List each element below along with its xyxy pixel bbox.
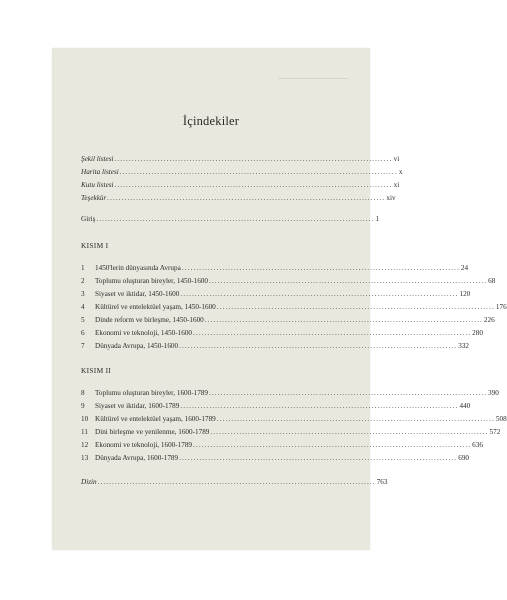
chapter-number: 11 — [81, 428, 88, 436]
toc-chapter — [81, 389, 499, 398]
chapter-number: 9 — [81, 402, 85, 410]
chapter-page: 690 — [458, 454, 469, 462]
dot-leader: ................................................................................................ — [179, 454, 458, 462]
bleed-through-line — [278, 78, 348, 79]
chapter-page: 572 — [489, 428, 501, 436]
entry-label: Harita listesi — [81, 168, 119, 176]
toc-chapter — [81, 264, 469, 273]
toc-entry-introduction — [81, 215, 380, 224]
dot-leader: ................................................................................................ — [193, 329, 472, 337]
chapter-title: Siyaset ve iktidar, 1450-1600 — [95, 290, 180, 298]
toc-chapter — [81, 428, 501, 437]
dot-leader: ................................................................................................ — [216, 415, 495, 423]
chapter-number: 7 — [81, 342, 85, 350]
entry-page: 1 — [375, 215, 380, 223]
chapter-page: 508 — [495, 415, 507, 423]
toc-chapter — [81, 441, 483, 450]
dot-leader: ................................................................................................ — [96, 215, 375, 223]
part-heading: KISIM I — [81, 241, 109, 250]
entry-page: 763 — [376, 478, 388, 486]
dot-leader: ................................................................................................ — [114, 181, 393, 189]
chapter-page: 332 — [458, 342, 469, 350]
chapter-number: 8 — [81, 389, 85, 397]
entry-page: xi — [393, 181, 400, 189]
dot-leader: ................................................................................................ — [114, 155, 393, 163]
toc-chapter — [81, 454, 469, 463]
chapter-title: Toplumu oluşturan bireyler, 1600-1789 — [95, 389, 208, 397]
entry-page: x — [398, 168, 403, 176]
toc-entry-figures — [81, 155, 400, 164]
chapter-page: 226 — [483, 316, 495, 324]
dot-leader: ................................................................................................ — [97, 478, 376, 486]
toc-entry-acknowledgements — [81, 194, 396, 203]
chapter-page: 280 — [472, 329, 483, 337]
dot-leader: ................................................................................................ — [180, 402, 459, 410]
chapter-title: Siyaset ve iktidar, 1600-1789 — [95, 402, 180, 410]
toc-chapter — [81, 415, 507, 424]
chapter-number: 1 — [81, 264, 85, 272]
dot-leader: ................................................................................................ — [193, 441, 472, 449]
dot-leader: ................................................................................................ — [210, 428, 489, 436]
chapter-page: 68 — [488, 277, 496, 285]
toc-chapter — [81, 342, 469, 351]
chapter-title: Dünyada Avrupa, 1600-1789 — [95, 454, 179, 462]
chapter-number: 5 — [81, 316, 85, 324]
part-heading: KISIM II — [81, 366, 112, 375]
toc-chapter — [81, 316, 495, 325]
toc-chapter — [81, 402, 471, 411]
chapter-number: 3 — [81, 290, 85, 298]
chapter-title: Kültürel ve entelektüel yaşam, 1600-1789 — [95, 415, 216, 423]
dot-leader: ................................................................................................ — [179, 342, 458, 350]
chapter-title: 1450'lerin dünyasında Avrupa — [95, 264, 181, 272]
chapter-number: 2 — [81, 277, 85, 285]
entry-page: vi — [393, 155, 400, 163]
chapter-page: 440 — [459, 402, 471, 410]
entry-label: Dizin — [81, 478, 97, 486]
chapter-page: 636 — [472, 441, 483, 449]
toc-chapter — [81, 303, 507, 312]
dot-leader: ................................................................................................ — [204, 316, 483, 324]
chapter-page: 176 — [495, 303, 507, 311]
dot-leader: ................................................................................................ — [216, 303, 495, 311]
chapter-number: 10 — [81, 415, 89, 423]
chapter-title: Ekonomi ve teknoloji, 1600-1789 — [95, 441, 193, 449]
entry-label: Giriş — [81, 215, 96, 223]
entry-page: xiv — [386, 194, 396, 202]
chapter-title: Dini birleşme ve yenilenme, 1600-1789 — [95, 428, 210, 436]
chapter-title: Ekonomi ve teknoloji, 1450-1600 — [95, 329, 193, 337]
chapter-page: 24 — [460, 264, 469, 272]
dot-leader: ................................................................................................ — [107, 194, 386, 202]
entry-label: Teşekkür — [81, 194, 107, 202]
chapter-title: Dünyada Avrupa, 1450-1600 — [95, 342, 179, 350]
toc-chapter — [81, 290, 471, 299]
dot-leader: ................................................................................................ — [209, 389, 488, 397]
dot-leader: ................................................................................................ — [180, 290, 459, 298]
chapter-page: 120 — [459, 290, 471, 298]
chapter-title: Toplumu oluşturan bireyler, 1450-1600 — [95, 277, 208, 285]
chapter-page: 390 — [488, 389, 499, 397]
chapter-number: 12 — [81, 441, 89, 449]
chapter-number: 13 — [81, 454, 89, 462]
chapter-title: Dinde reform ve birleşme, 1450-1600 — [95, 316, 204, 324]
toc-entry-index — [81, 478, 388, 487]
toc-title: İçindekiler — [182, 114, 240, 128]
chapter-number: 4 — [81, 303, 85, 311]
toc-chapter — [81, 277, 496, 286]
entry-label: Şekil listesi — [81, 155, 114, 163]
book-page — [52, 48, 507, 550]
dot-leader: ................................................................................................ — [209, 277, 488, 285]
toc-entry-maps — [81, 168, 403, 177]
entry-label: Kutu listesi — [81, 181, 114, 189]
toc-entry-boxes — [81, 181, 400, 190]
dot-leader: ................................................................................................ — [119, 168, 398, 176]
chapter-title: Kültürel ve entelektüel yaşam, 1450-1600 — [95, 303, 216, 311]
chapter-number: 6 — [81, 329, 85, 337]
toc-chapter — [81, 329, 483, 338]
dot-leader: ................................................................................................ — [181, 264, 460, 272]
